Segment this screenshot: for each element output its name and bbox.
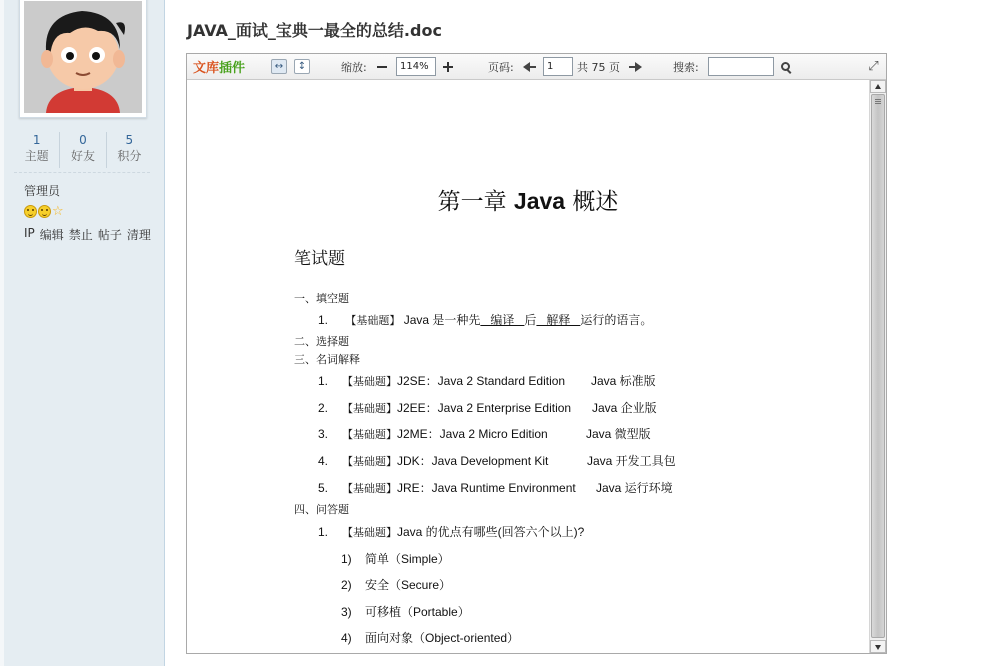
next-page-button[interactable] xyxy=(628,54,642,79)
qa-item xyxy=(318,523,584,540)
chapter-java: Java xyxy=(513,188,566,214)
heading-terms: 三、名词解释 xyxy=(294,353,360,366)
chapter-prefix: 第一章 xyxy=(437,189,507,215)
search-input[interactable] xyxy=(708,57,774,76)
viewer-toolbar xyxy=(187,54,886,80)
chapter-suffix: 概述 xyxy=(572,189,619,215)
item-tag: 【基础题】 xyxy=(342,375,397,388)
fill-blank-item xyxy=(318,311,652,328)
fit-height-button[interactable] xyxy=(294,54,310,79)
search-icon xyxy=(781,62,791,72)
fill-text-a: Java 是一种先 xyxy=(403,313,481,327)
fullscreen-icon: ⤢ xyxy=(868,59,879,74)
section-heading: 笔试题 xyxy=(294,249,345,269)
stat-topics[interactable] xyxy=(14,132,60,168)
answer-item xyxy=(341,603,470,620)
sidebar-edge xyxy=(0,0,4,666)
arrow-right-icon xyxy=(628,61,642,73)
item-number: 1. xyxy=(318,374,329,388)
item-tag: 【基础题】 xyxy=(342,526,397,539)
brand-part-a: 文库 xyxy=(193,61,220,76)
qa-text: Java 的优点有哪些(回答六个以上)? xyxy=(397,525,585,539)
item-tag: 【基础题】 xyxy=(342,482,397,495)
document-title: JAVA_面试_宝典一最全的总结.doc xyxy=(187,21,442,40)
answer-item xyxy=(341,550,450,567)
viewer-brand xyxy=(193,54,245,79)
stat-value: 0 xyxy=(79,133,87,147)
zoom-label: 缩放: xyxy=(341,60,367,74)
stat-points[interactable] xyxy=(107,132,152,168)
admin-link-posts[interactable]: 帖子 xyxy=(97,228,122,242)
smiley-icon xyxy=(24,205,37,218)
user-stats xyxy=(14,132,152,168)
answer-text: 安全（Secure） xyxy=(365,578,452,592)
answer-text: 可移植（Portable） xyxy=(365,605,470,619)
admin-link-clean[interactable]: 清理 xyxy=(126,228,151,242)
answer-number: 1) xyxy=(341,552,352,566)
prev-page-button[interactable] xyxy=(523,54,537,79)
smiley-icon xyxy=(38,205,51,218)
minus-icon xyxy=(376,61,388,73)
item-number: 4. xyxy=(318,454,329,468)
fill-blank-1: 编译 xyxy=(480,313,525,327)
answer-text: 面向对象（Object-oriented） xyxy=(365,631,520,645)
scroll-down-button[interactable] xyxy=(870,640,886,653)
answer-number: 3) xyxy=(341,605,352,619)
term-item xyxy=(318,399,657,416)
term-item xyxy=(318,479,673,496)
vertical-scrollbar[interactable] xyxy=(869,80,886,653)
answer-item xyxy=(341,629,519,646)
answer-number: 2) xyxy=(341,578,352,592)
fit-height-icon: ↕ xyxy=(294,59,310,74)
admin-link-ban[interactable]: 禁止 xyxy=(68,228,93,242)
stat-label: 主题 xyxy=(24,149,49,163)
term-meaning: Java 开发工具包 xyxy=(587,454,676,468)
term-item xyxy=(318,425,651,442)
document-viewer xyxy=(186,53,887,654)
fill-blank-2: 解释 xyxy=(536,313,581,327)
term-meaning: Java 微型版 xyxy=(586,427,651,441)
heading-qa: 四、问答题 xyxy=(294,503,349,516)
user-rank-icons xyxy=(24,205,64,218)
stat-friends[interactable] xyxy=(60,132,106,168)
fit-width-button[interactable] xyxy=(271,54,287,79)
document-page xyxy=(187,80,869,653)
scroll-thumb[interactable] xyxy=(871,94,885,638)
item-tag: 【基础题】 xyxy=(342,402,397,415)
term-text: JRE：Java Runtime Environment xyxy=(397,481,576,495)
term-meaning: Java 运行环境 xyxy=(596,481,673,495)
star-icon: ☆ xyxy=(52,204,64,219)
term-item xyxy=(318,372,656,389)
stat-value: 5 xyxy=(125,133,134,147)
stat-label: 好友 xyxy=(70,149,95,163)
search-button[interactable] xyxy=(781,54,791,79)
heading-choice: 二、选择题 xyxy=(294,335,349,348)
chapter-heading xyxy=(187,183,869,216)
answer-item xyxy=(341,576,451,593)
search-label: 搜索: xyxy=(673,60,699,74)
item-number: 3. xyxy=(318,427,329,441)
admin-link-ip[interactable]: IP xyxy=(24,226,35,240)
stat-value: 1 xyxy=(32,133,41,147)
fill-text-b: 后 xyxy=(524,313,537,327)
scroll-up-button[interactable] xyxy=(870,80,886,93)
term-text: J2SE：Java 2 Standard Edition xyxy=(397,374,566,388)
item-tag: 【基础题】 xyxy=(342,455,397,468)
user-role: 管理员 xyxy=(24,184,61,198)
fit-width-icon: ↔ xyxy=(271,59,287,74)
brand-part-b: 插件 xyxy=(219,61,246,76)
admin-links xyxy=(24,226,151,243)
item-number: 5. xyxy=(318,481,329,495)
item-number: 2. xyxy=(318,401,329,415)
zoom-in-button[interactable] xyxy=(442,54,454,79)
plus-icon xyxy=(442,61,454,73)
fill-text-c: 运行的语言。 xyxy=(580,313,653,327)
term-meaning: Java 标准版 xyxy=(591,374,656,388)
page-label: 页码: xyxy=(488,60,514,74)
term-text: J2EE：Java 2 Enterprise Edition xyxy=(397,401,572,415)
term-meaning: Java 企业版 xyxy=(592,401,657,415)
page-input[interactable] xyxy=(543,57,573,76)
answer-text: 简单（Simple） xyxy=(365,552,450,566)
page-total: 共 75 页 xyxy=(577,60,620,74)
answer-number: 4) xyxy=(341,631,352,645)
fullscreen-button[interactable] xyxy=(867,54,880,79)
heading-fill-blank: 一、填空题 xyxy=(294,292,349,305)
admin-link-edit[interactable]: 编辑 xyxy=(39,228,64,242)
zoom-out-button[interactable] xyxy=(376,54,388,79)
item-tag: 【基础题】 xyxy=(342,428,397,441)
user-sidebar xyxy=(0,0,165,666)
item-number: 1. xyxy=(318,525,329,539)
avatar-image xyxy=(24,1,142,113)
avatar[interactable] xyxy=(19,0,147,118)
stat-label: 积分 xyxy=(117,149,142,163)
zoom-input[interactable] xyxy=(396,57,436,76)
term-text: J2ME：Java 2 Micro Edition xyxy=(397,427,548,441)
sidebar-divider xyxy=(14,172,150,173)
item-tag: 【基础题】 xyxy=(345,314,401,327)
arrow-left-icon xyxy=(523,61,537,73)
term-text: JDK：Java Development Kit xyxy=(397,454,549,468)
item-number: 1. xyxy=(318,313,329,327)
term-item xyxy=(318,452,676,469)
cartoon-boy-icon xyxy=(24,1,142,113)
